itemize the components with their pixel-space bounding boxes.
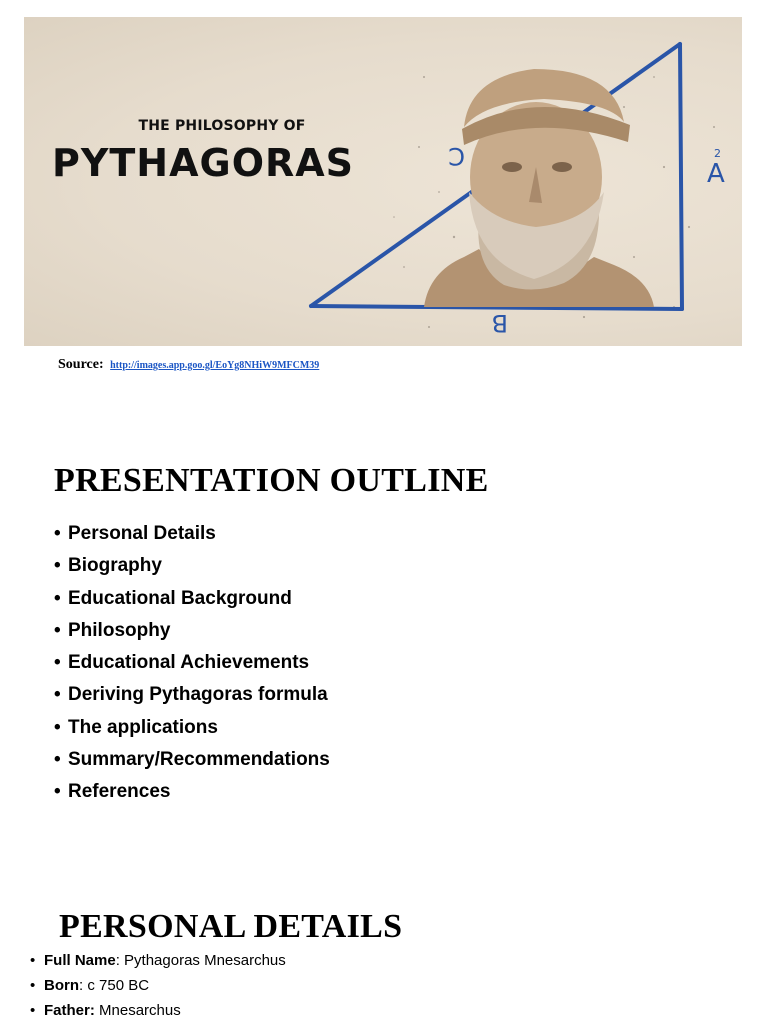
banner-title: PYTHAGORAS (52, 141, 355, 185)
list-item: • Summary/Recommendations (54, 749, 330, 771)
outline-list (54, 518, 330, 809)
banner-image (24, 17, 742, 346)
list-item: • Biography (54, 555, 162, 577)
detail-father: • Father: Mnesarchus (30, 1002, 181, 1019)
svg-text:C: C (448, 142, 465, 170)
source-link[interactable]: http://images.app.goo.gl/EoYg8NHiW9MFCM39 (110, 360, 320, 371)
details-heading: PERSONAL DETAILS (59, 908, 403, 945)
list-item: • Educational Achievements (54, 652, 310, 674)
svg-text:B: B (491, 309, 508, 337)
label-a: A (707, 159, 725, 189)
banner-kicker: THE PHILOSOPHY OF (138, 118, 306, 134)
list-item: • References (54, 781, 171, 803)
details-list (30, 950, 286, 1025)
source-label: Source: (58, 357, 104, 372)
list-item: • Philosophy (54, 619, 171, 641)
outline-heading: PRESENTATION OUTLINE (54, 462, 489, 499)
list-item: • Deriving Pythagoras formula (54, 684, 328, 706)
detail-born: • Born: c 750 BC (30, 977, 150, 994)
list-item: • The applications (54, 716, 218, 738)
list-item: • Educational Background (54, 587, 292, 609)
detail-full-name: • Full Name: Pythagoras Mnesarchus (30, 952, 286, 969)
list-item: • Personal Details (54, 523, 216, 544)
source-line (58, 357, 319, 373)
svg-text:2: 2 (714, 147, 721, 160)
